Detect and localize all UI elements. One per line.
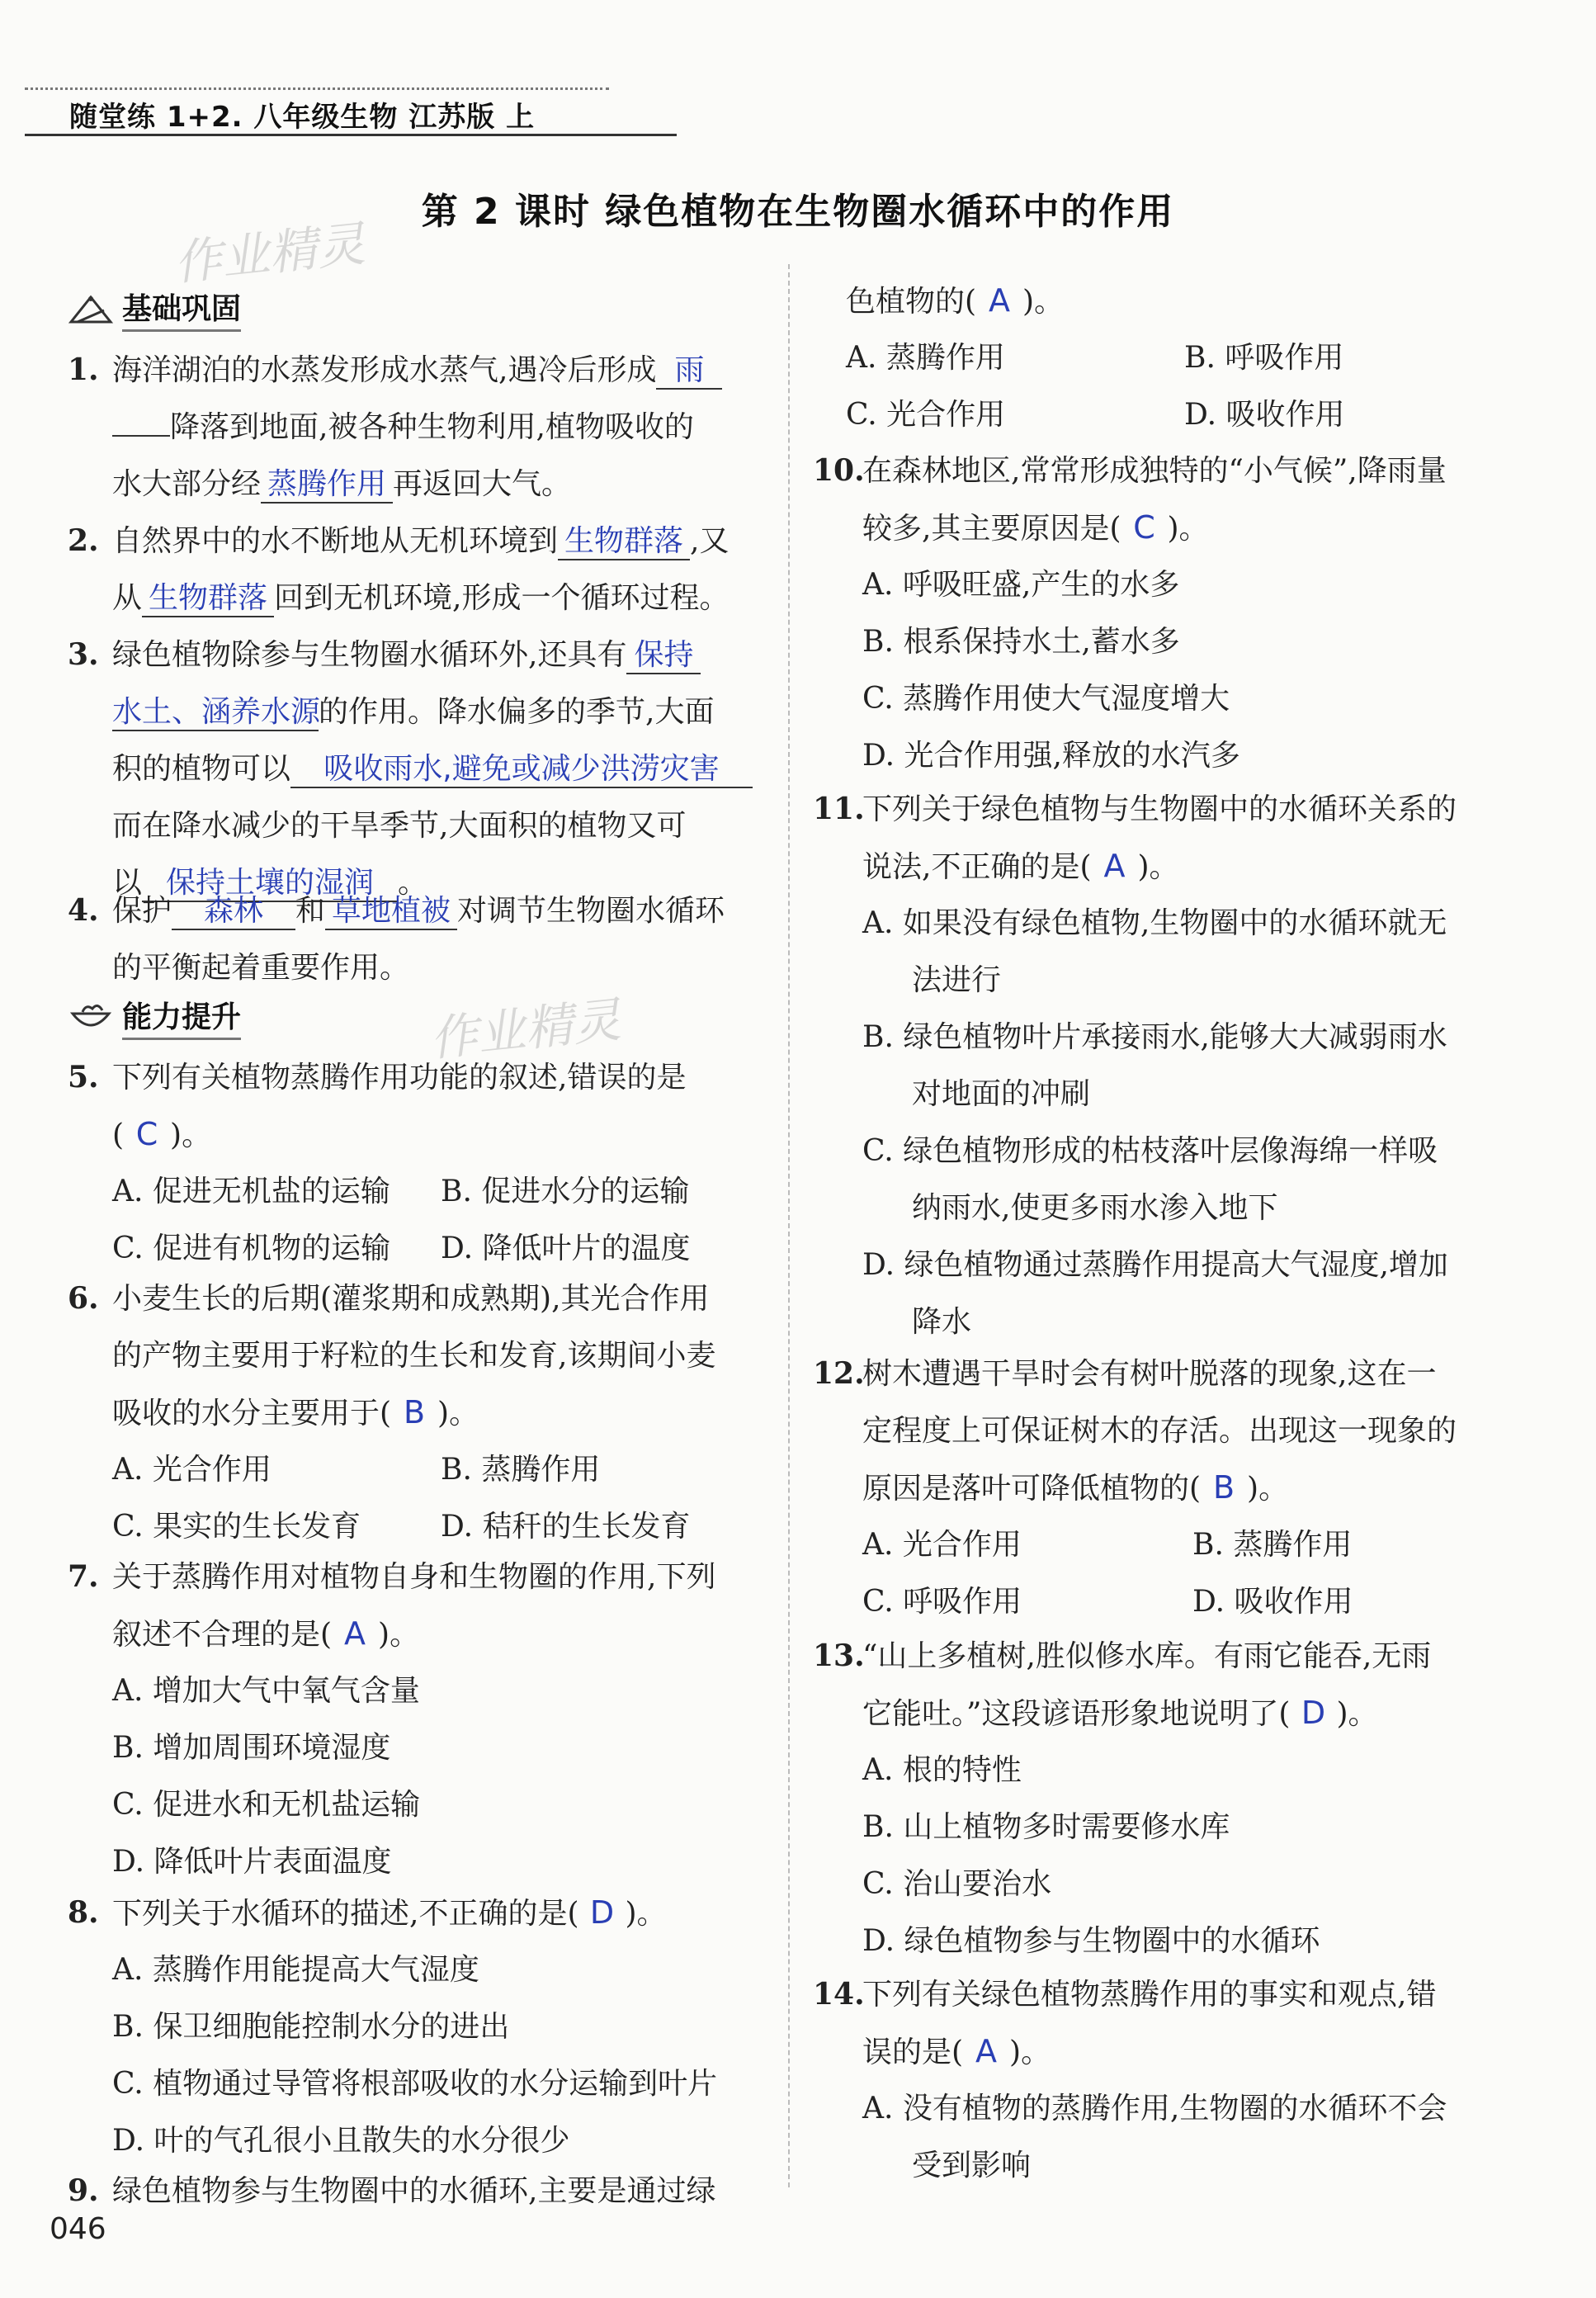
section-ability xyxy=(68,994,241,1040)
option-c[interactable]: C. 呼吸作用 xyxy=(862,1585,1022,1619)
answer-blank[interactable]: 森林 xyxy=(172,893,295,930)
watermark: 作业精灵 xyxy=(427,991,624,1067)
option-b-continued: 对地面的冲刷 xyxy=(912,1077,1091,1111)
option-c[interactable]: C. 植物通过导管将根部吸收的水分运输到叶片 xyxy=(112,2067,718,2101)
answer-choice[interactable]: B xyxy=(404,1394,426,1430)
option-b[interactable]: B. 呼吸作用 xyxy=(1184,341,1344,375)
option-b[interactable]: B. 保卫细胞能控制水分的进出 xyxy=(112,2010,510,2044)
question-6: 6. 小麦生长的后期(灌浆期和成熟期),其光合作用 的产物主要用于籽粒的生长和发育,该期间小麦 吸收的水分主要用于( B )。 A. 光合作用 B. 蒸腾作用 C. 果实的生长发育 D. 秸秆的生长发育 xyxy=(68,1270,769,1555)
answer-blank[interactable]: 生物群落 xyxy=(142,580,274,617)
option-c[interactable]: C. 治山要治水 xyxy=(862,1867,1052,1901)
option-b[interactable]: B. 绿色植物叶片承接雨水,能够大大减弱雨水 xyxy=(862,1020,1447,1054)
option-d[interactable]: D. 叶的气孔很小且散失的水分很少 xyxy=(112,2124,570,2158)
question-8: 8. 下列关于水循环的描述,不正确的是( D )。 A. 蒸腾作用能提高大气湿度 B. 保卫细胞能控制水分的进出 C. 植物通过导管将根部吸收的水分运输到叶片 D. 叶的气孔很小且散失的水分很少 xyxy=(68,1884,769,2169)
question-11: 11. 下列关于绿色植物与生物圈中的水循环关系的 说法,不正确的是( A )。 A. 如果没有绿色植物,生物圈中的水循环就无 法进行 B. 绿色植物叶片承接雨水,能够大大减弱雨水 对地面的冲刷 C. 绿色植物形成的枯枝落叶层像海绵一样吸 纳雨水,使更多雨水渗入地下 D. 绿色植物通过蒸腾作用提高大气湿度,增加 降水 xyxy=(813,781,1523,1350)
question-1: 1. 海洋湖泊的水蒸发形成水蒸气,遇冷后形成 雨 降落到地面,被各种生物利用,植物吸收的 水大部分经 蒸腾作用 再返回大气。 xyxy=(68,342,769,513)
answer-blank[interactable]: 保持 xyxy=(626,637,701,674)
answer-blank[interactable]: 雨 xyxy=(656,352,722,390)
option-a[interactable]: A. 呼吸旺盛,产生的水多 xyxy=(862,568,1180,602)
answer-choice[interactable]: A xyxy=(975,2033,998,2069)
question-7: 7. 关于蒸腾作用对植物自身和生物圈的作用,下列 叙述不合理的是( A )。 A. 增加大气中氧气含量 B. 增加周围环境湿度 C. 促进水和无机盐运输 D. 降低叶片表面温度 xyxy=(68,1549,769,1890)
option-c[interactable]: C. 促进水和无机盐运输 xyxy=(112,1788,421,1822)
question-2: 2. 自然界中的水不断地从无机环境到 生物群落 ,又 从 生物群落 回到无机环境,形成一个循环过程。 xyxy=(68,513,769,627)
answer-choice[interactable]: C xyxy=(135,1116,158,1152)
option-a[interactable]: A. 蒸腾作用能提高大气湿度 xyxy=(112,1953,479,1987)
option-c[interactable]: C. 促进有机物的运输 xyxy=(112,1232,391,1265)
answer-blank[interactable]: 保持土壤的湿润 xyxy=(142,865,398,902)
option-a[interactable]: A. 光合作用 xyxy=(862,1528,1022,1562)
option-b[interactable]: B. 蒸腾作用 xyxy=(1192,1528,1353,1562)
answer-choice[interactable]: A xyxy=(1103,848,1126,884)
answer-choice[interactable]: A xyxy=(989,282,1011,319)
option-d[interactable]: D. 降低叶片的温度 xyxy=(441,1232,691,1265)
option-c[interactable]: C. 果实的生长发育 xyxy=(112,1510,361,1544)
option-c[interactable]: C. 蒸腾作用使大气湿度增大 xyxy=(862,682,1230,716)
option-d[interactable]: D. 绿色植物参与生物圈中的水循环 xyxy=(862,1924,1320,1958)
answer-choice[interactable]: D xyxy=(589,1894,615,1931)
option-a[interactable]: A. 蒸腾作用 xyxy=(846,341,1005,375)
page-number: 046 xyxy=(50,2212,106,2246)
header-dotted-rule xyxy=(25,87,609,90)
section-basic xyxy=(68,286,241,332)
option-d[interactable]: D. 吸收作用 xyxy=(1184,398,1345,432)
option-d[interactable]: D. 降低叶片表面温度 xyxy=(112,1845,392,1879)
option-a[interactable]: A. 光合作用 xyxy=(112,1453,272,1487)
option-c[interactable]: C. 绿色植物形成的枯枝落叶层像海绵一样吸 xyxy=(862,1134,1438,1168)
question-14: 14. 下列有关绿色植物蒸腾作用的事实和观点,错 误的是( A )。 A. 没有植物的蒸腾作用,生物圈的水循环不会 受到影响 xyxy=(813,1966,1523,2194)
option-d[interactable]: D. 吸收作用 xyxy=(1192,1585,1353,1619)
answer-blank[interactable]: 吸收雨水,避免或减少洪涝灾害 xyxy=(290,751,753,788)
option-a[interactable]: A. 促进无机盐的运输 xyxy=(112,1175,390,1208)
option-a-continued: 法进行 xyxy=(912,963,1002,997)
option-a[interactable]: A. 如果没有绿色植物,生物圈中的水循环就无 xyxy=(862,906,1447,940)
answer-choice[interactable]: A xyxy=(344,1615,366,1652)
option-c-continued: 纳雨水,使更多雨水渗入地下 xyxy=(912,1191,1278,1225)
question-13: 13. “山上多植树,胜似修水库。有雨它能吞,无雨 它能吐。”这段谚语形象地说明了( D )。 A. 根的特性 B. 山上植物多时需要修水库 C. 治山要治水 D. 绿色植物参与生物圈中的水循环 xyxy=(813,1628,1523,1969)
section-basic-label: 基础巩固 xyxy=(122,286,241,332)
header-rule xyxy=(25,134,677,136)
option-a-continued: 受到影响 xyxy=(912,2149,1032,2182)
option-c[interactable]: C. 光合作用 xyxy=(846,398,1006,432)
question-12: 12. 树木遭遇干旱时会有树叶脱落的现象,这在一 定程度上可保证树木的存活。出现这一现象的 原因是落叶可降低植物的( B )。 A. 光合作用 B. 蒸腾作用 C. 呼吸作用 D. 吸收作用 xyxy=(813,1345,1523,1630)
question-5: 5. 下列有关植物蒸腾作用功能的叙述,错误的是 ( C )。 A. 促进无机盐的运输 B. 促进水分的运输 C. 促进有机物的运输 D. 降低叶片的温度 xyxy=(68,1049,769,1277)
section-ability-label: 能力提升 xyxy=(122,994,241,1040)
column-divider xyxy=(788,264,790,2187)
question-4: 4. 保护 森林 和 草地植被 对调节生物圈水循环 的平衡起着重要作用。 xyxy=(68,893,725,985)
question-9: 9. 绿色植物参与生物圈中的水循环,主要是通过绿 xyxy=(68,2173,716,2208)
answer-choice[interactable]: B xyxy=(1213,1469,1235,1506)
answer-choice[interactable]: C xyxy=(1133,509,1155,546)
answer-blank[interactable]: 生物群落 xyxy=(558,523,690,560)
option-d[interactable]: D. 光合作用强,释放的水汽多 xyxy=(862,739,1240,773)
answer-blank-continued xyxy=(112,435,170,437)
option-d[interactable]: D. 绿色植物通过蒸腾作用提高大气湿度,增加 xyxy=(862,1248,1448,1282)
question-10: 10. 在森林地区,常常形成独特的“小气候”,降雨量 较多,其主要原因是( C )。 A. 呼吸旺盛,产生的水多 B. 根系保持水土,蓄水多 C. 蒸腾作用使大气湿度增大 D. 光合作用强,释放的水汽多 xyxy=(813,442,1523,784)
question-9-continued: 色植物的( A )。 A. 蒸腾作用 B. 呼吸作用 C. 光合作用 D. 吸收作用 xyxy=(813,272,1523,443)
ruler-compass-icon xyxy=(68,292,114,325)
lesson-title: 第 2 课时 绿色植物在生物圈水循环中的作用 xyxy=(421,191,1175,233)
answer-blank[interactable]: 草地植被 xyxy=(325,893,457,930)
answer-blank[interactable]: 蒸腾作用 xyxy=(261,466,393,504)
option-a[interactable]: A. 增加大气中氧气含量 xyxy=(112,1674,420,1708)
question-3: 3. 绿色植物除参与生物圈水循环外,还具有 保持 水土、涵养水源的作用。降水偏多的季节,大面 积的植物可以 吸收雨水,避免或减少洪涝灾害 而在降水减少的干旱季节,大面积的植物又可 以 保持土壤的湿润 。 xyxy=(68,627,769,911)
option-b[interactable]: B. 增加周围环境湿度 xyxy=(112,1731,391,1765)
option-d[interactable]: D. 秸秆的生长发育 xyxy=(441,1510,691,1544)
option-b[interactable]: B. 蒸腾作用 xyxy=(441,1453,601,1487)
option-b[interactable]: B. 山上植物多时需要修水库 xyxy=(862,1810,1230,1844)
option-b[interactable]: B. 根系保持水土,蓄水多 xyxy=(862,625,1180,659)
option-a[interactable]: A. 没有植物的蒸腾作用,生物圈的水循环不会 xyxy=(862,2092,1447,2125)
answer-choice[interactable]: D xyxy=(1301,1695,1326,1731)
answer-blank[interactable]: 水土、涵养水源 xyxy=(112,694,319,731)
option-a[interactable]: A. 根的特性 xyxy=(862,1753,1022,1787)
running-header: 随堂练 1+2. 八年级生物 江苏版 上 xyxy=(69,101,536,134)
option-d-continued: 降水 xyxy=(912,1305,972,1339)
option-b[interactable]: B. 促进水分的运输 xyxy=(441,1175,690,1208)
watermark: 作业精灵 xyxy=(171,215,368,291)
bowl-icon xyxy=(68,1000,114,1033)
